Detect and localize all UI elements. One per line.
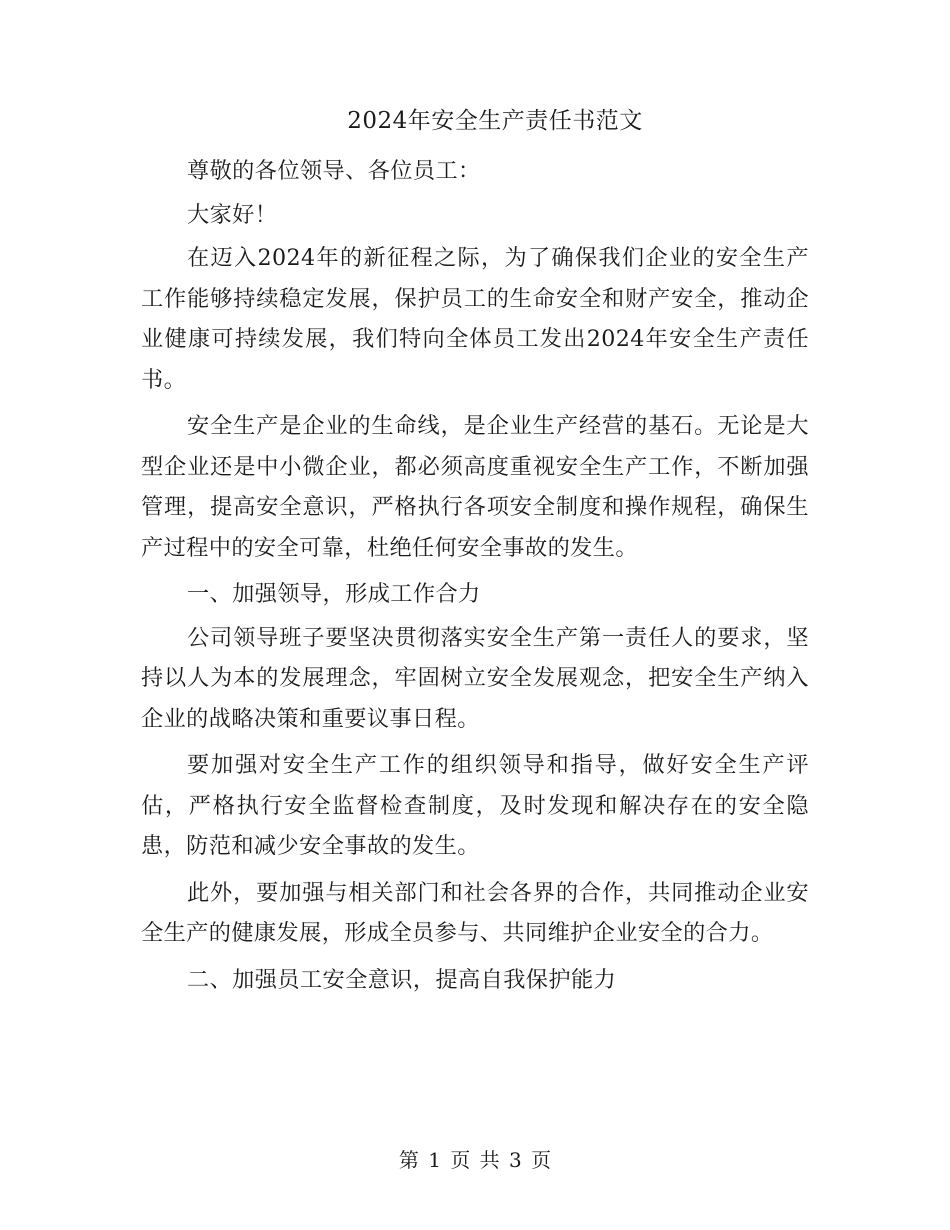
paragraph-intro: 在迈入2024年的新征程之际，为了确保我们企业的安全生产工作能够持续稳定发展，保护员工的生命安全和财产安全，推动企业健康可持续发展，我们特向全体员工发出2024年安全生产责任书。 — [141, 245, 809, 393]
paragraph-safety-importance: 安全生产是企业的生命线，是企业生产经营的基石。无论是大型企业还是中小微企业，都必须高度重视安全生产工作，不断加强管理，提高安全意识，严格执行各项安全制度和操作规程，确保生产过程中的安全可靠，杜绝任何安全事故的发生。 — [141, 413, 809, 561]
page-footer: 第 1 页 共 3 页 — [398, 1148, 552, 1172]
greeting: 大家好！ — [187, 201, 278, 228]
document-body — [141, 151, 809, 1003]
section-heading-1: 一、加强领导，形成工作合力 — [187, 581, 481, 607]
document-title: 2024年安全生产责任书范文 — [347, 108, 643, 134]
paragraph-cooperation: 此外，要加强与相关部门和社会各界的合作，共同推动企业安全生产的健康发展，形成全员参与、共同维护企业安全的合力。 — [141, 879, 809, 946]
section-heading-2: 二、加强员工安全意识，提高自我保护能力 — [187, 966, 617, 993]
salutation: 尊敬的各位领导、各位员工： — [187, 158, 481, 184]
paragraph-organization: 要加强对安全生产工作的组织领导和指导，做好安全生产评估，严格执行安全监督检查制度，及时发现和解决存在的安全隐患，防范和减少安全事故的发生。 — [141, 752, 809, 859]
paragraph-leadership: 公司领导班子要坚决贯彻落实安全生产第一责任人的要求，坚持以人为本的发展理念，牢固树立安全发展观念，把安全生产纳入企业的战略决策和重要议事日程。 — [141, 624, 809, 732]
